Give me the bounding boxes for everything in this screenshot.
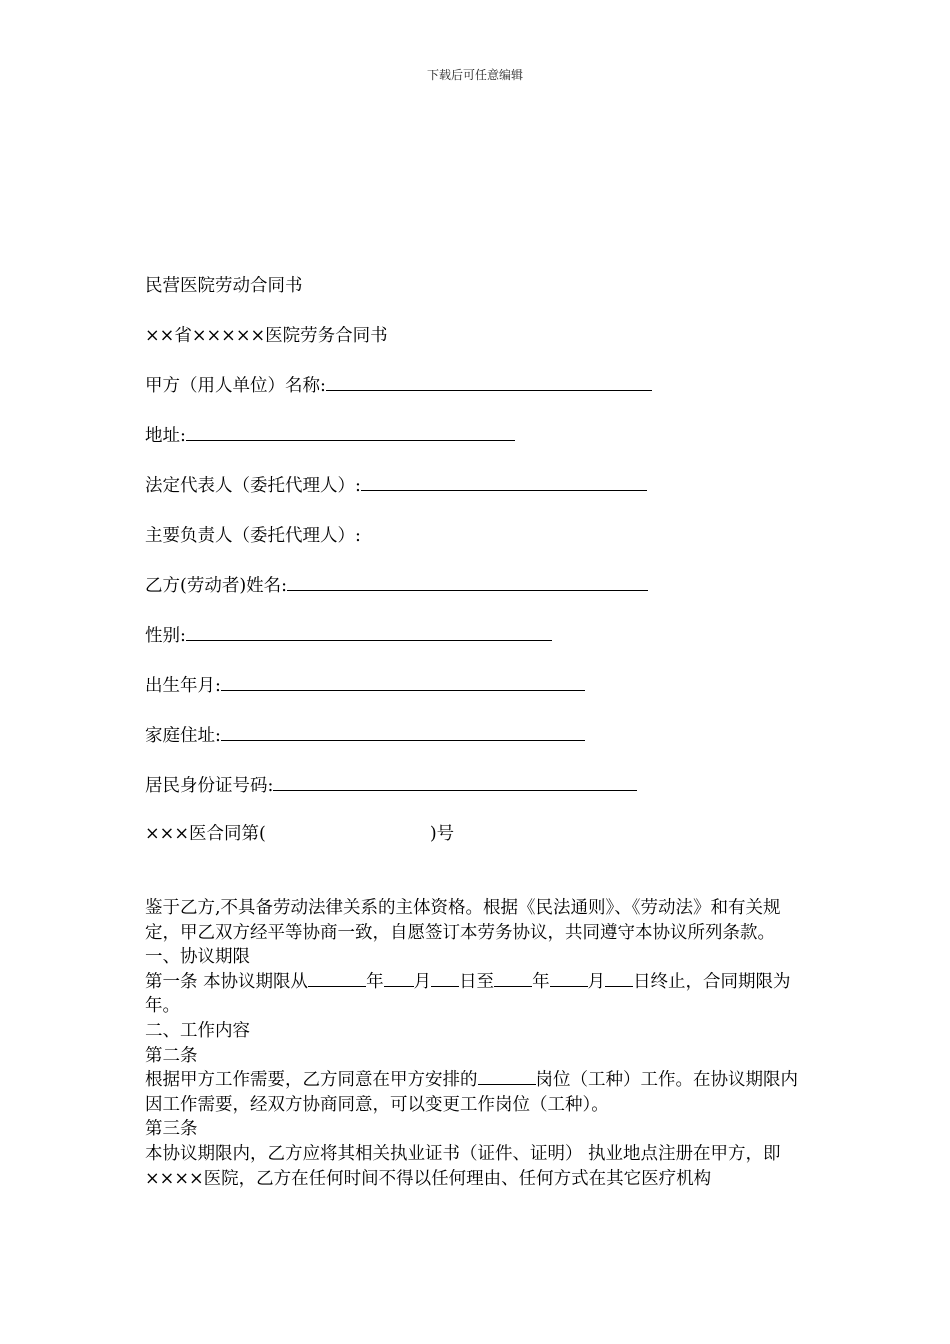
article-1-year-1: 年 — [366, 971, 384, 992]
article-3: 本协议期限内，乙方应将其相关执业证书（证件、证明） 执业地点注册在甲方，即××××医院，乙方在任何时间不得以任何理由、任何方式在其它医疗机构 — [145, 1143, 781, 1189]
article-3-title: 第三条 — [145, 1119, 198, 1140]
start-month-blank — [384, 972, 414, 987]
start-year-blank — [308, 972, 366, 987]
id-number-field — [145, 774, 637, 798]
end-month-blank — [550, 972, 588, 987]
article-1-month-2: 月 — [587, 971, 606, 992]
id-number-label: 居民身份证号码: — [145, 776, 274, 796]
birth-field — [145, 674, 585, 698]
end-day-blank — [605, 972, 633, 987]
section-term-heading: 一、协议期限 — [145, 947, 250, 968]
article-2-text-a: 根据甲方工作需要，乙方同意在甲方安排的 — [145, 1070, 478, 1091]
address-blank — [186, 424, 515, 441]
position-blank — [478, 1070, 536, 1085]
end-year-blank — [494, 972, 532, 987]
document-title: 民营医院劳动合同书 — [145, 276, 303, 296]
article-1-text-a: 第一条 本协议期限从 — [145, 971, 309, 992]
party-a-name-blank — [326, 374, 652, 391]
id-number-blank — [273, 774, 637, 791]
party-b-name-field — [145, 574, 648, 598]
legal-rep-field — [145, 474, 647, 498]
article-1-month-1: 月 — [413, 971, 432, 992]
contract-body — [145, 896, 810, 1191]
article-1-day-2: 日终止，合同期限为年。 — [145, 971, 791, 1017]
article-1 — [145, 970, 810, 1019]
main-person-field — [145, 524, 361, 548]
article-2-title: 第二条 — [145, 1045, 198, 1066]
article-1-year-2: 年 — [532, 971, 550, 992]
legal-rep-blank — [361, 474, 647, 491]
gender-label: 性别: — [145, 626, 186, 646]
address-label: 地址: — [145, 426, 186, 446]
birth-blank — [221, 674, 585, 691]
section-work-heading: 二、工作内容 — [145, 1020, 250, 1041]
home-address-label: 家庭住址: — [145, 726, 221, 746]
main-person-label: 主要负责人（委托代理人）: — [145, 526, 361, 546]
article-2-text-b: 岗位（工种）工作。在协议期限内因工作需要，经双方协商同意，可以变更工作岗位（工种）。 — [145, 1070, 798, 1115]
start-day-blank — [431, 972, 459, 987]
party-b-name-label: 乙方(劳动者)姓名: — [145, 576, 288, 596]
page-header-note: 下载后可任意编辑 — [426, 68, 523, 82]
contract-number-prefix: ×××医合同第( — [145, 824, 266, 844]
home-address-blank — [221, 724, 585, 741]
gender-field — [145, 624, 552, 648]
document-subtitle: ××省×××××医院劳务合同书 — [145, 326, 388, 346]
intro-paragraph: 鉴于乙方,不具备劳动法律关系的主体资格。根据《民法通则》、《劳动法》和有关规定，甲乙双方经平等协商一致，自愿签订本劳务协议，共同遵守本协议所列条款。 — [145, 898, 781, 943]
gender-blank — [186, 624, 552, 641]
home-address-field — [145, 724, 585, 748]
article-1-day-1: 日至 — [459, 971, 495, 992]
party-a-name-field — [145, 374, 652, 398]
address-field — [145, 424, 515, 448]
party-a-name-label: 甲方（用人单位）名称: — [145, 376, 326, 396]
party-b-name-blank — [287, 574, 648, 591]
contract-number-field — [145, 822, 454, 846]
birth-label: 出生年月: — [145, 676, 221, 696]
article-2 — [145, 1068, 810, 1117]
legal-rep-label: 法定代表人（委托代理人）: — [145, 476, 361, 496]
contract-number-suffix: )号 — [429, 824, 455, 844]
